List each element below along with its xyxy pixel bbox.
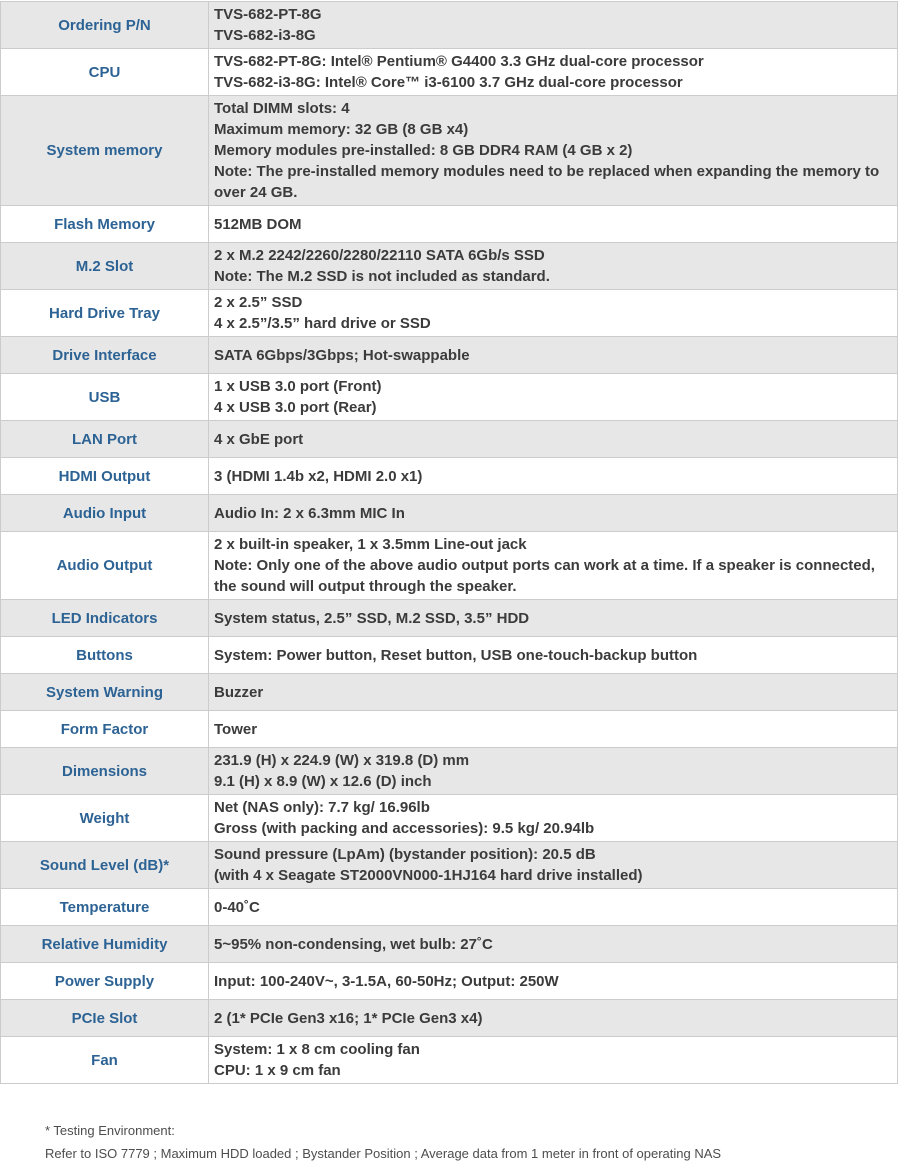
spec-value-line: 4 x USB 3.0 port (Rear) xyxy=(214,399,377,416)
spec-value xyxy=(209,243,898,290)
spec-label: Fan xyxy=(1,1037,209,1084)
spec-value xyxy=(209,337,898,374)
spec-value-line: 4 x 2.5”/3.5” hard drive or SSD xyxy=(214,315,431,332)
spec-value xyxy=(209,290,898,337)
spec-value xyxy=(209,842,898,889)
spec-row xyxy=(1,206,898,243)
spec-label: Dimensions xyxy=(1,748,209,795)
spec-row xyxy=(1,600,898,637)
spec-value-line: SATA 6Gbps/3Gbps; Hot-swappable xyxy=(214,346,470,364)
spec-value xyxy=(209,421,898,458)
spec-label: CPU xyxy=(1,49,209,96)
spec-value xyxy=(209,374,898,421)
spec-label: Weight xyxy=(1,795,209,842)
spec-value-line: TVS-682-PT-8G: Intel® Pentium® G4400 3.3 GHz dual-core processor xyxy=(214,53,704,70)
spec-value-line: TVS-682-i3-8G xyxy=(214,27,316,44)
spec-value-line: 2 (1* PCIe Gen3 x16; 1* PCIe Gen3 x4) xyxy=(214,1009,483,1027)
spec-value xyxy=(209,889,898,926)
spec-row xyxy=(1,889,898,926)
spec-value xyxy=(209,600,898,637)
footnote-detail: Refer to ISO 7779 ; Maximum HDD loaded ; Bystander Position ; Average data from 1 meter in front of operating NAS xyxy=(45,1146,722,1161)
spec-value-line: CPU: 1 x 9 cm fan xyxy=(214,1062,341,1079)
spec-label: System Warning xyxy=(1,674,209,711)
spec-value xyxy=(209,711,898,748)
spec-value-line: System status, 2.5” SSD, M.2 SSD, 3.5” HDD xyxy=(214,609,530,627)
spec-value xyxy=(209,532,898,600)
spec-value-line: System: 1 x 8 cm cooling fan xyxy=(214,1041,420,1058)
spec-value xyxy=(209,963,898,1000)
spec-row xyxy=(1,674,898,711)
spec-value xyxy=(209,926,898,963)
spec-value-line: TVS-682-i3-8G: Intel® Core™ i3-6100 3.7 GHz dual-core processor xyxy=(214,74,683,91)
spec-label: Drive Interface xyxy=(1,337,209,374)
spec-row xyxy=(1,49,898,96)
spec-value xyxy=(209,637,898,674)
spec-label: USB xyxy=(1,374,209,421)
spec-value-line: Gross (with packing and accessories): 9.5 kg/ 20.94lb xyxy=(214,820,595,837)
spec-row xyxy=(1,748,898,795)
spec-row xyxy=(1,243,898,290)
spec-label: Relative Humidity xyxy=(1,926,209,963)
spec-value-line: System: Power button, Reset button, USB one-touch-backup button xyxy=(214,646,698,664)
spec-value-line: Note: The M.2 SSD is not included as standard. xyxy=(214,268,550,285)
spec-row xyxy=(1,2,898,49)
spec-value xyxy=(209,795,898,842)
spec-row xyxy=(1,711,898,748)
spec-row xyxy=(1,963,898,1000)
spec-value-line: 4 x GbE port xyxy=(214,430,304,448)
spec-label: Hard Drive Tray xyxy=(1,290,209,337)
spec-sheet xyxy=(0,1,900,1161)
spec-value-line: Audio In: 2 x 6.3mm MIC In xyxy=(214,504,405,522)
spec-value-line: TVS-682-PT-8G xyxy=(214,6,322,23)
spec-value-line: Net (NAS only): 7.7 kg/ 16.96lb xyxy=(214,799,430,816)
spec-value-line: Note: The pre-installed memory modules need to be replaced when expanding the memory to over 24 GB. xyxy=(214,163,880,201)
spec-value xyxy=(209,206,898,243)
spec-value xyxy=(209,1000,898,1037)
spec-value-line: 231.9 (H) x 224.9 (W) x 319.8 (D) mm xyxy=(214,752,470,769)
spec-label: M.2 Slot xyxy=(1,243,209,290)
spec-value-line: Total DIMM slots: 4 xyxy=(214,100,350,117)
spec-row xyxy=(1,532,898,600)
spec-row xyxy=(1,842,898,889)
spec-label: Sound Level (dB)* xyxy=(1,842,209,889)
spec-table-body xyxy=(1,2,898,1084)
spec-label: Buttons xyxy=(1,637,209,674)
spec-row xyxy=(1,458,898,495)
spec-value xyxy=(209,49,898,96)
footnote xyxy=(45,1124,900,1161)
spec-value-line: 9.1 (H) x 8.9 (W) x 12.6 (D) inch xyxy=(214,773,432,790)
spec-label: Form Factor xyxy=(1,711,209,748)
spec-label: LAN Port xyxy=(1,421,209,458)
spec-value-line: 2 x built-in speaker, 1 x 3.5mm Line-out jack xyxy=(214,536,527,553)
spec-value xyxy=(209,2,898,49)
spec-label: Power Supply xyxy=(1,963,209,1000)
spec-row xyxy=(1,1037,898,1084)
spec-value-line: 512MB DOM xyxy=(214,215,302,233)
spec-row xyxy=(1,290,898,337)
spec-value-line: (with 4 x Seagate ST2000VN000-1HJ164 hard drive installed) xyxy=(214,867,643,884)
spec-row xyxy=(1,421,898,458)
spec-value xyxy=(209,748,898,795)
spec-value-line: 3 (HDMI 1.4b x2, HDMI 2.0 x1) xyxy=(214,467,423,485)
spec-label: LED Indicators xyxy=(1,600,209,637)
spec-row xyxy=(1,374,898,421)
spec-value-line: 2 x 2.5” SSD xyxy=(214,294,303,311)
spec-value-line: Sound pressure (LpAm) (bystander position): 20.5 dB xyxy=(214,846,596,863)
spec-label: Temperature xyxy=(1,889,209,926)
spec-label: Flash Memory xyxy=(1,206,209,243)
spec-value-line: Memory modules pre-installed: 8 GB DDR4 RAM (4 GB x 2) xyxy=(214,142,633,159)
spec-value-line: Input: 100-240V~, 3-1.5A, 60-50Hz; Output: 250W xyxy=(214,972,559,990)
spec-row xyxy=(1,495,898,532)
spec-value xyxy=(209,96,898,206)
spec-row xyxy=(1,337,898,374)
spec-label: Ordering P/N xyxy=(1,2,209,49)
spec-label: HDMI Output xyxy=(1,458,209,495)
spec-label: Audio Output xyxy=(1,532,209,600)
spec-table xyxy=(0,1,898,1084)
spec-row xyxy=(1,96,898,206)
spec-value-line: Maximum memory: 32 GB (8 GB x4) xyxy=(214,121,469,138)
spec-row xyxy=(1,1000,898,1037)
spec-value-line: Note: Only one of the above audio output ports can work at a time. If a speaker is connected, the sound will output through the speaker. xyxy=(214,557,875,595)
spec-label: Audio Input xyxy=(1,495,209,532)
spec-value-line: Buzzer xyxy=(214,683,264,701)
spec-value-line: Tower xyxy=(214,720,258,738)
spec-row xyxy=(1,926,898,963)
spec-label: System memory xyxy=(1,96,209,206)
spec-value-line: 1 x USB 3.0 port (Front) xyxy=(214,378,382,395)
spec-value xyxy=(209,495,898,532)
spec-value xyxy=(209,1037,898,1084)
spec-value xyxy=(209,674,898,711)
footnote-heading: * Testing Environment: xyxy=(45,1123,175,1138)
spec-value-line: 2 x M.2 2242/2260/2280/22110 SATA 6Gb/s SSD xyxy=(214,247,545,264)
spec-row xyxy=(1,637,898,674)
spec-label: PCIe Slot xyxy=(1,1000,209,1037)
spec-row xyxy=(1,795,898,842)
spec-value-line: 0-40˚C xyxy=(214,898,260,916)
spec-value-line: 5~95% non-condensing, wet bulb: 27˚C xyxy=(214,935,493,953)
spec-value xyxy=(209,458,898,495)
